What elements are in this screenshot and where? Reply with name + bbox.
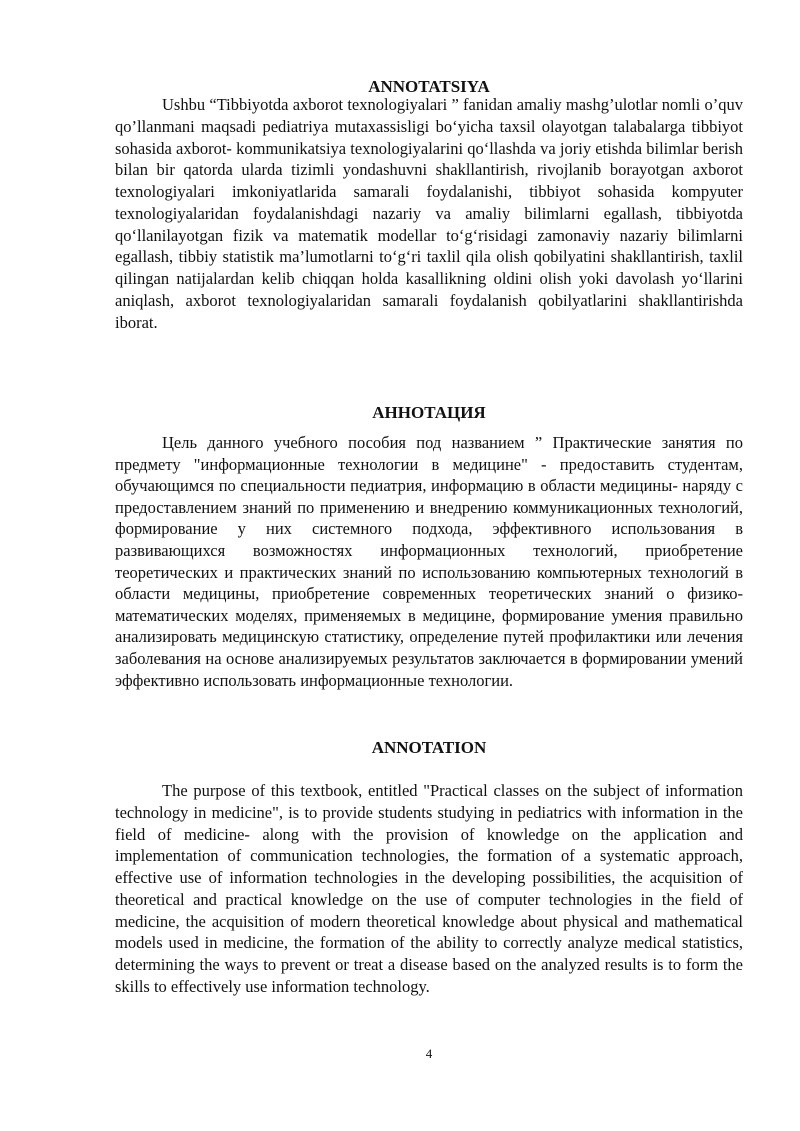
paragraph-uzbek: Ushbu “Tibbiyotda axborot texnologiyalari ” fanidan amaliy mashg’ulotlar nomli o’quv qo’llanmani maqsadi pediatriya mutaxassisligi bo‘yicha taxsil olayotgan talabalarga tibbiyot sohasida axborot- kommunikatsiya texnologiyalarini qo‘llashda va joriy etishda bilimlar berish bilan bir qatorda ularda tizimli yondashuvni shakllantirish, rivojlanib borayotgan axborot texnologiyalari imkoniyatlarida samarali foydalanishi, tibbiyot sohasida kompyuter texnologiyalaridan foydalanishdagi nazariy va amaliy bilimlarni egallash, tibbiyotda qo‘llanilayotgan fizik va matematik modellar to‘g‘risidagi zamonaviy nazariy bilimlarni egallash, tibbiy statistik ma’lumotlarni to‘g‘ri taxlil qila olish qobilyatini shakllantirish, taxlil qilingan natijalardan kelib chiqqan holda kasallikning oldini olish yoki davolash yo‘llarini aniqlash, axborot texnologiyalaridan samarali foydalanish qobilyatlarini shakllantirishda iborat. bbox=[115, 95, 743, 332]
heading-uzbek: ANNOTATSIYA bbox=[368, 77, 490, 96]
page-number: 4 bbox=[425, 1046, 433, 1061]
paragraph-russian: Цель данного учебного пособия под названием ” Практические занятия по предмету "информационные технологии в медицине" - предоставить студентам, обучающимся по специальности педиатрия, информацию в области медицины- наряду с предоставлением знаний по применению и внедрению коммуникационных технологий, формирование у них системного подхода, эффективного использования в развивающихся возможностях информационных технологий, приобретение теоретических и практических знаний по использованию компьютерных технологий в области медицины, приобретение современных теоретических знаний о физико-математических моделях, применяемых в медицине, формирование умения правильно анализировать медицинскую статистику, определение путей профилактики или лечения заболевания на основе анализируемых результатов заключается в формировании умений эффективно использовать информационные технологии. bbox=[115, 433, 743, 690]
paragraph-english: The purpose of this textbook, entitled "Practical classes on the subject of information technology in medicine", is to provide students studying in pediatrics with information in the field of medicine- along with the provision of knowledge on the application and implementation of communication technologies, the formation of a systematic approach, effective use of information technologies in the developing possibilities, the acquisition of theoretical and practical knowledge on the use of computer technologies in the field of medicine, the acquisition of modern theoretical knowledge about physical and mathematical models used in medicine, the formation of the ability to correctly analyze medical statistics, determining the ways to prevent or treat a disease based on the analyzed results is to form the skills to effectively use information technology. bbox=[115, 781, 743, 996]
heading-russian: АННОТАЦИЯ bbox=[372, 403, 486, 422]
heading-english: ANNOTATION bbox=[371, 738, 487, 757]
